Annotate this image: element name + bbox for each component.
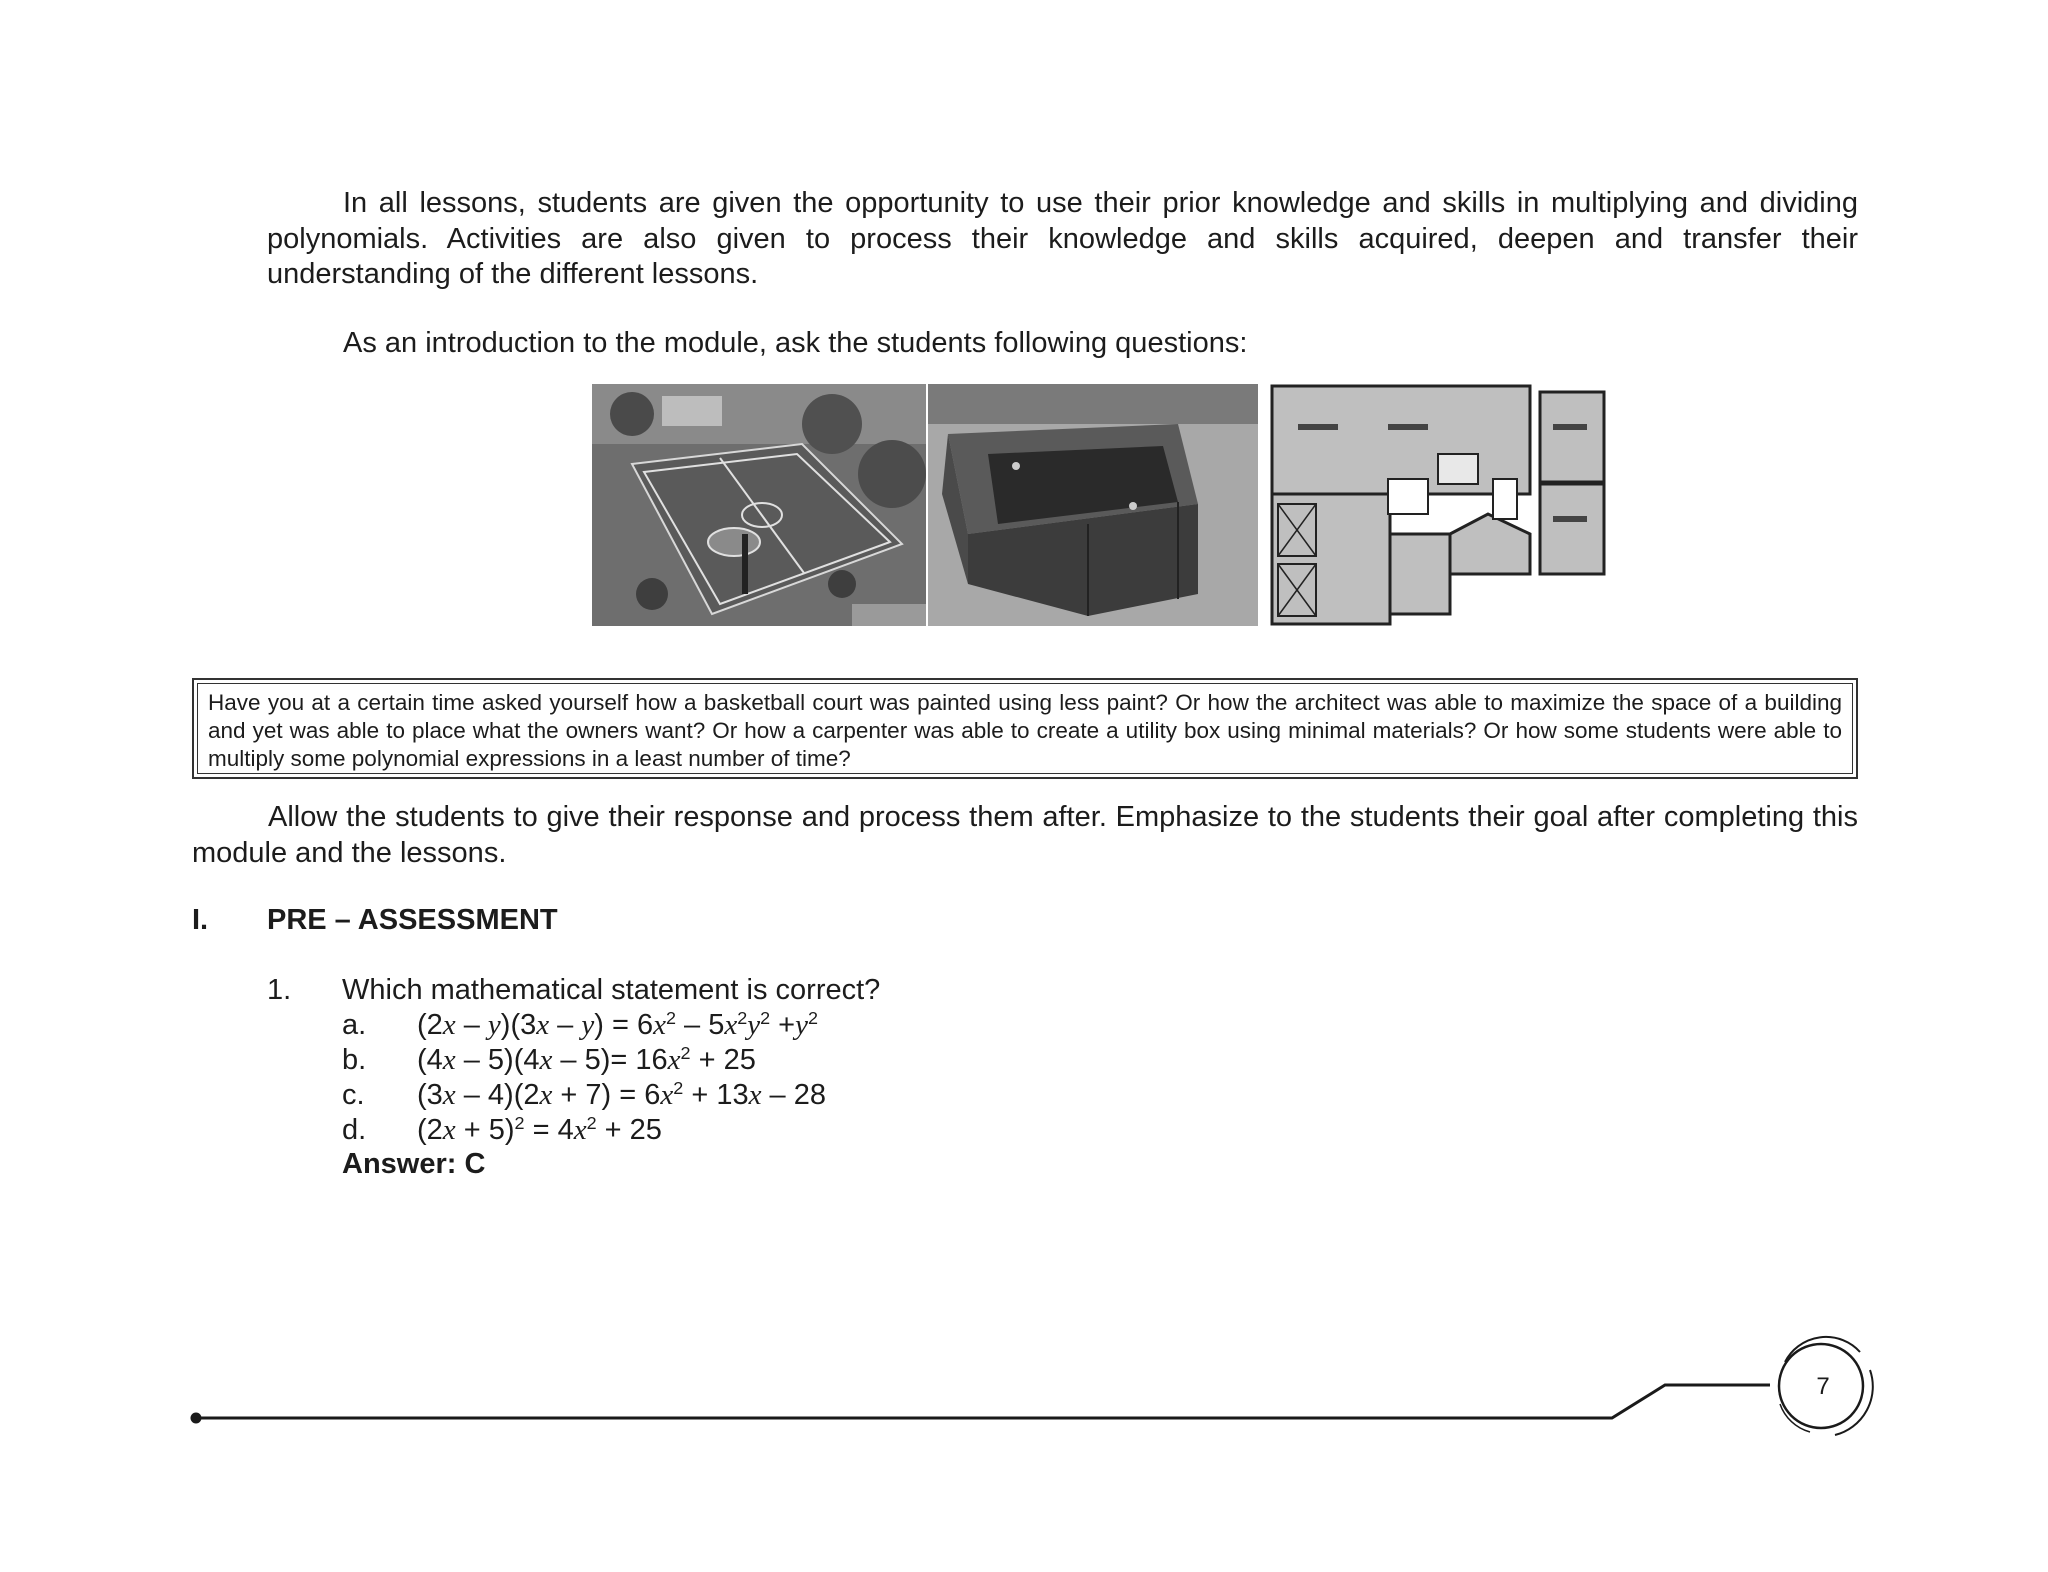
photo-strip bbox=[592, 384, 1606, 626]
page-number: 7 bbox=[1816, 1373, 1830, 1400]
option-a-letter: a. bbox=[342, 1009, 367, 1041]
section-number: I. bbox=[192, 904, 209, 936]
question-number: 1. bbox=[267, 974, 292, 1006]
basketball-court-photo bbox=[592, 384, 926, 626]
option-c-expression: $(3x - 4)(2x + 7) = 6x^2 + 13x - 28$ bbox=[417, 1078, 826, 1111]
instruction-paragraph: Allow the students to give their response and process them after. Emphasize to the students their goal after completing this module and the lessons. bbox=[192, 801, 1858, 869]
option-d-expression: $(2x + 5)^2 = 4x^2 + 25$ bbox=[417, 1113, 662, 1146]
callout-box bbox=[192, 678, 1858, 779]
footer-line bbox=[196, 1385, 1770, 1418]
intro-question-prompt: As an introduction to the module, ask the students following questions: bbox=[343, 327, 1248, 359]
utility-box-photo bbox=[928, 384, 1258, 626]
footer-rule bbox=[180, 1330, 1880, 1450]
question-text: Which mathematical statement is correct? bbox=[342, 974, 881, 1006]
section-title: PRE – ASSESSMENT bbox=[267, 904, 558, 936]
option-b-expression: $(4x - 5)(4x - 5)= 16x^2 + 25$ bbox=[417, 1043, 756, 1076]
answer-line: Answer: C bbox=[342, 1148, 486, 1180]
callout-text: Have you at a certain time asked yourself how a basketball court was painted using less paint? Or how the architect was able to maximize the space of a building and yet was able to place what the owners want? Or how a carpenter was able to create a utility box using minimal materials? Or how some students were able to multiply some polynomial expressions in a least number of time? bbox=[197, 683, 1853, 774]
floor-plan-image bbox=[1268, 384, 1606, 626]
intro-paragraph: In all lessons, students are given the opportunity to use their prior knowledge and skills in multiplying and dividing polynomials. Activities are also given to process their knowledge and skills acquired, deepen and transfer their understanding of the different lessons. bbox=[267, 187, 1858, 290]
option-a-expression: $(2x - y)(3x - y) = 6x^2 - 5x^2y^2 +y^2$ bbox=[417, 1008, 818, 1041]
option-b-letter: b. bbox=[342, 1044, 367, 1076]
option-c-letter: c. bbox=[342, 1079, 365, 1111]
option-d-letter: d. bbox=[342, 1114, 367, 1146]
